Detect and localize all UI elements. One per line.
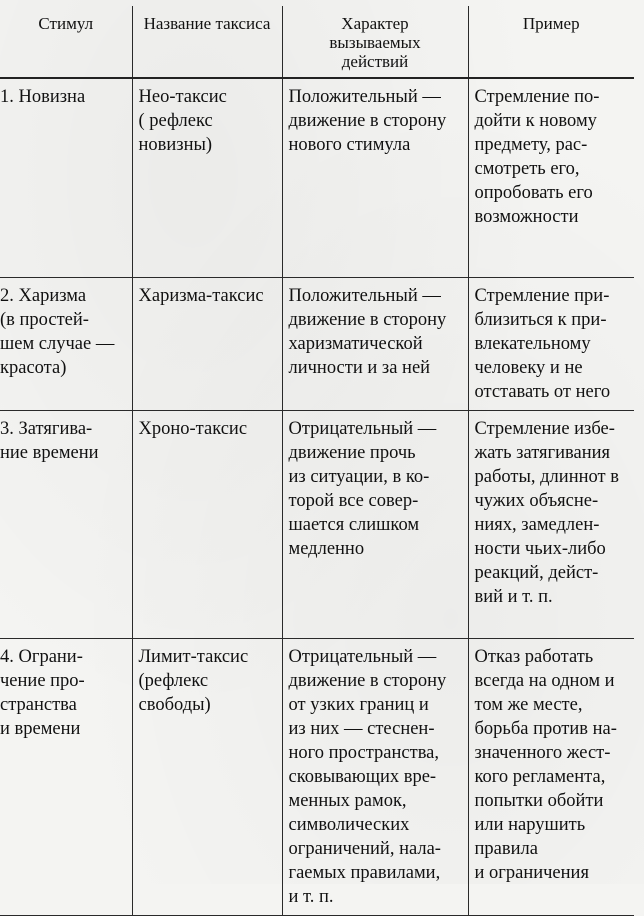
cell-taxis-name: Хроно-таксис (132, 411, 282, 639)
table-row (0, 639, 634, 916)
cell-action-character: Положительный — движение в сторону нового стимула (282, 78, 468, 278)
table-row (0, 78, 634, 278)
cell-stimulus: 4. Ограни- чение про- странства и времени (0, 639, 132, 916)
cell-action-character: Отрицательный — движение в сторону от узких границ и из них — стеснен- ного пространства, сковывающих вре- менных рамок, символических ограничений, нала- гаемых правилами, и т. п. (282, 639, 468, 916)
cell-action-character: Отрицательный — движение прочь из ситуации, в ко- торой все совер- шается слишком медленно (282, 411, 468, 639)
cell-taxis-name: Нео-таксис ( рефлекс новизны) (132, 78, 282, 278)
cell-taxis-name: Лимит-таксис (рефлекс свободы) (132, 639, 282, 916)
header-example: Пример (468, 6, 634, 78)
cell-stimulus: 1. Новизна (0, 87, 86, 107)
cell-example: Отказ работать всегда на одном и том же месте, борьба против на- значенного жест- кого регламента, попытки обойти или нарушить правила и ограничения (468, 639, 634, 916)
cell-example: Стремление по- дойти к новому предмету, рас- смотреть его, опробовать его возможности (468, 78, 634, 278)
table-header-row (0, 6, 634, 78)
cell-action-character: Положительный — движение в сторону харизматической личности и за ней (282, 278, 468, 411)
table-row (0, 411, 634, 639)
table-row (0, 278, 634, 411)
cell-taxis-name: Харизма-таксис (132, 278, 282, 411)
header-stimulus: Стимул (0, 6, 132, 78)
cell-stimulus: 2. Харизма (в простей- шем случае — красота) (0, 278, 132, 411)
taxis-table (0, 6, 634, 916)
header-taxis-name: Название таксиса (132, 6, 282, 78)
cell-example: Стремление избе- жать затягивания работы, длиннот в чужих объясне- ниях, замедлен- ности чьих-либо реакций, дейст- вий и т. п. (468, 411, 634, 639)
cell-stimulus: 3. Затягива- ние времени (0, 411, 132, 639)
cell-example: Стремление при- близиться к при- влекательному человеку и не отставать от него (468, 278, 634, 411)
header-action-character: Характер вызываемых действий (282, 6, 468, 78)
